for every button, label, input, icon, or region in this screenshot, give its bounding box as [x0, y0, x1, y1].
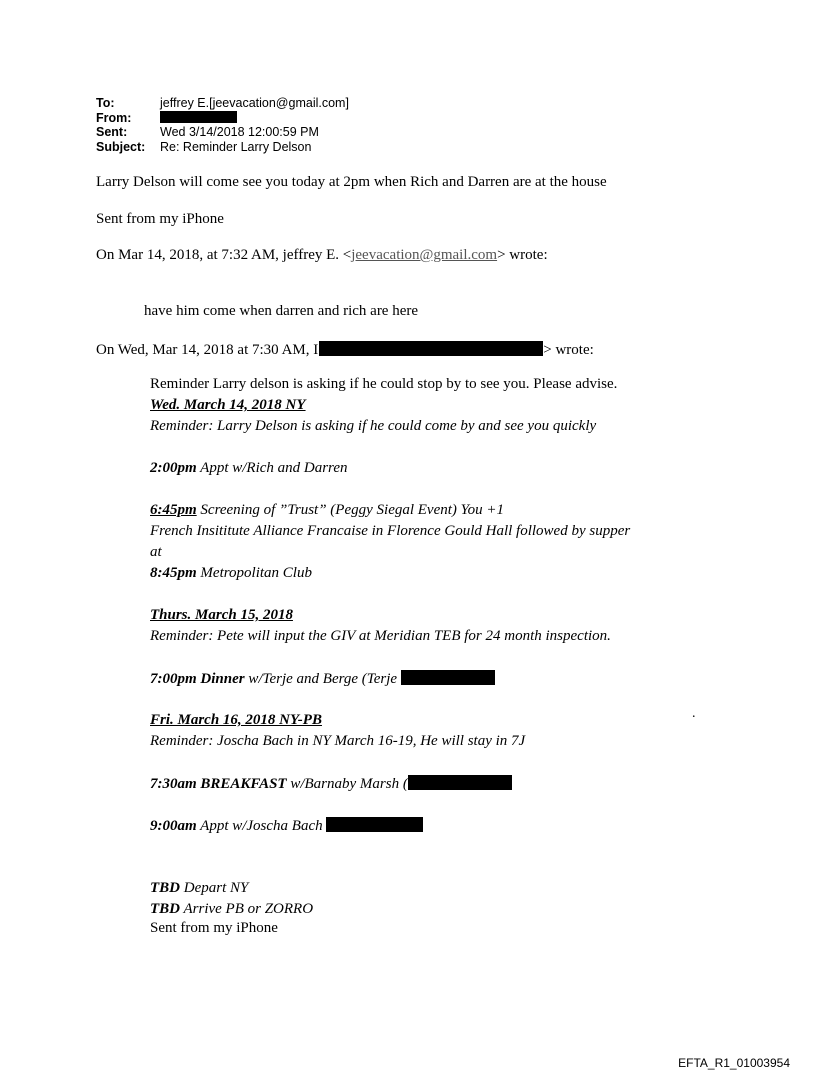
email-header	[96, 96, 349, 154]
quote2-suffix: > wrote:	[543, 342, 594, 358]
day2-reminder: Reminder: Pete will input the GIV at Meridian TEB for 24 month inspection.	[150, 628, 611, 644]
quote1-suffix: > wrote:	[497, 247, 548, 263]
day1-heading: Wed. March 14, 2018 NY	[150, 397, 306, 413]
sent-from-iphone-2: Sent from my iPhone	[150, 920, 278, 936]
quote-header-1	[96, 247, 548, 264]
sent-row	[96, 125, 349, 140]
tbd-label: TBD	[150, 901, 180, 917]
subject-label: Subject:	[96, 139, 146, 154]
to-value: jeffrey E.[jeevacation@gmail.com]	[160, 96, 349, 110]
day3-heading: Fri. March 16, 2018 NY-PB	[150, 712, 322, 728]
event-time: 2:00pm	[150, 460, 197, 476]
reply-line: have him come when darren and rich are here	[144, 303, 419, 319]
redaction-block	[160, 111, 237, 123]
event-645pm-line2: French Insititute Alliance Francaise in Florence Gould Hall followed by supper	[150, 523, 631, 539]
event-text: Appt w/Rich and Darren	[196, 460, 348, 476]
event-time: 7:00pm Dinner	[150, 671, 245, 687]
redaction-block	[319, 341, 543, 356]
event-text: Arrive PB or ZORRO	[180, 901, 314, 917]
event-text: w/Barnaby Marsh (	[286, 776, 408, 792]
event-7pm-dinner	[150, 670, 495, 688]
event-text: Depart NY	[180, 880, 249, 896]
subject-value: Re: Reminder Larry Delson	[160, 139, 312, 154]
redaction-block	[408, 775, 512, 790]
quote1-prefix: On Mar 14, 2018, at 7:32 AM, jeffrey E. <	[96, 247, 352, 263]
event-9am	[150, 817, 423, 835]
quote2-prefix: On Wed, Mar 14, 2018 at 7:30 AM, I	[96, 342, 319, 358]
from-row	[96, 111, 349, 126]
event-730am-breakfast	[150, 775, 512, 793]
event-645pm	[150, 502, 504, 519]
redaction-block	[326, 817, 423, 832]
event-845pm	[150, 565, 312, 582]
event-text: Metropolitan Club	[196, 565, 312, 581]
body-line-1: Larry Delson will come see you today at 2pm when Rich and Darren are at the house	[96, 174, 607, 190]
document-id: EFTA_R1_01003954	[678, 1056, 790, 1070]
email-link[interactable]: jeevacation@gmail.com	[351, 247, 498, 263]
sent-from-iphone: Sent from my iPhone	[96, 211, 224, 227]
from-value-redacted	[160, 111, 237, 126]
to-label: To:	[96, 96, 115, 110]
stray-mark: .	[692, 706, 696, 721]
from-label: From:	[96, 110, 132, 125]
day2-heading: Thurs. March 15, 2018	[150, 607, 293, 623]
event-text: w/Terje and Berge (Terje	[244, 671, 398, 687]
sent-label: Sent:	[96, 125, 128, 139]
event-time: 8:45pm	[150, 565, 197, 581]
schedule-intro: Reminder Larry delson is asking if he could stop by to see you. Please advise.	[150, 376, 618, 392]
event-time: 6:45pm	[150, 502, 197, 518]
event-time: 9:00am	[150, 818, 197, 834]
event-2pm	[150, 460, 348, 477]
event-tbd-depart	[150, 880, 248, 897]
day1-reminder: Reminder: Larry Delson is asking if he could come by and see you quickly	[150, 418, 597, 434]
redaction-block	[401, 670, 495, 685]
event-tbd-arrive	[150, 901, 313, 918]
event-645pm-line3: at	[150, 544, 162, 560]
event-text: Appt w/Joscha Bach	[196, 818, 323, 834]
subject-row	[96, 140, 349, 155]
sent-value: Wed 3/14/2018 12:00:59 PM	[160, 125, 319, 139]
to-row	[96, 96, 349, 111]
tbd-label: TBD	[150, 880, 180, 896]
event-text: Screening of ”Trust” (Peggy Siegal Event) You +1	[196, 502, 504, 518]
event-time: 7:30am BREAKFAST	[150, 776, 287, 792]
day3-reminder: Reminder: Joscha Bach in NY March 16-19, He will stay in 7J	[150, 733, 526, 749]
quote-header-2	[96, 341, 594, 359]
